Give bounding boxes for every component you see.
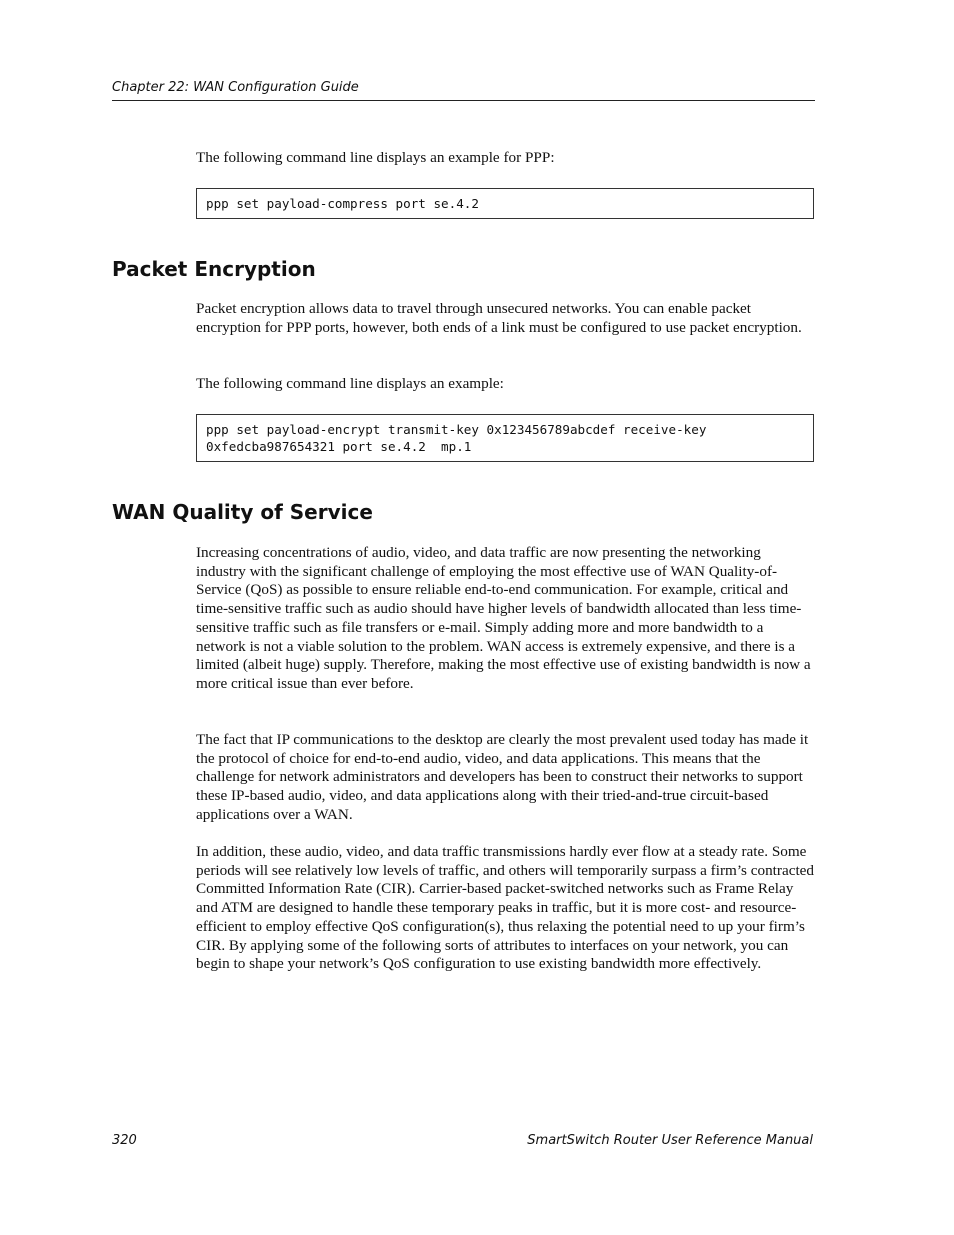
ppp-example-intro: The following command line displays an example for PPP: xyxy=(196,149,555,166)
packet-encryption-heading: Packet Encryption xyxy=(112,257,316,281)
manual-title: SmartSwitch Router User Reference Manual xyxy=(527,1133,813,1148)
wan-qos-heading: WAN Quality of Service xyxy=(112,500,373,524)
packet-encryption-paragraph: Packet encryption allows data to travel through unsecured networks. You can enable packet encryption for PPP ports, however, both ends of a link must be configured to use packet encryption. xyxy=(196,300,802,336)
page-number: 320 xyxy=(112,1133,137,1148)
ppp-compress-command: ppp set payload-compress port se.4.2 xyxy=(206,196,479,211)
ppp-compress-command-box xyxy=(196,188,814,219)
running-header-title: Chapter 22: WAN Configuration Guide xyxy=(112,79,815,101)
wan-qos-paragraph-2: The fact that IP communications to the desktop are clearly the most prevalent used today has made it the protocol of choice for end-to-end audio, video, and data applications. This means that the challenge for network administrators and developers has been to construct their networks to support these IP-based audio, video, and data applications along with their tried-and-true circuit-based applications over a WAN. xyxy=(196,731,809,823)
wan-qos-paragraph-3: In addition, these audio, video, and data traffic transmissions hardly ever flow at a steady rate. Some periods will see relatively low levels of traffic, and others will temporarily surpass a firm’s contracted Committed Information Rate (CIR). Carrier-based packet-switched networks such as Frame Relay and ATM are designed to handle these temporary peaks in traffic, but it is more cost- and resource- efficient to employ effective QoS configuration(s), thus relaxing the potential need to up your firm’s CIR. By applying some of the following sorts of attributes to interfaces on your network, you can begin to shape your network’s QoS configuration to use existing bandwidth more effectively. xyxy=(196,843,814,973)
encryption-command-line-1: ppp set payload-encrypt transmit-key 0x123456789abcdef receive-key xyxy=(206,422,707,437)
encryption-example-intro: The following command line displays an example: xyxy=(196,375,504,392)
encryption-command-box xyxy=(196,414,814,462)
wan-qos-paragraph-1: Increasing concentrations of audio, video, and data traffic are now presenting the networking industry with the significant challenge of employing the most effective use of WAN Quality-of-Service (QoS) as possible to ensure reliable end-to-end communication. For example, critical and time-sensitive traffic such as audio should have higher levels of bandwidth allocated than less time-sensitive traffic such as file transfers or e-mail. Simply adding more and more bandwidth to a network is not a viable solution to the problem. WAN access is extremely expensive, and there is a limited (albeit huge) supply. Therefore, making the most effective use of existing bandwidth is now a more critical issue than ever before. xyxy=(196,544,811,692)
encryption-command-line-2: 0xfedcba987654321 port se.4.2 mp.1 xyxy=(206,439,472,454)
